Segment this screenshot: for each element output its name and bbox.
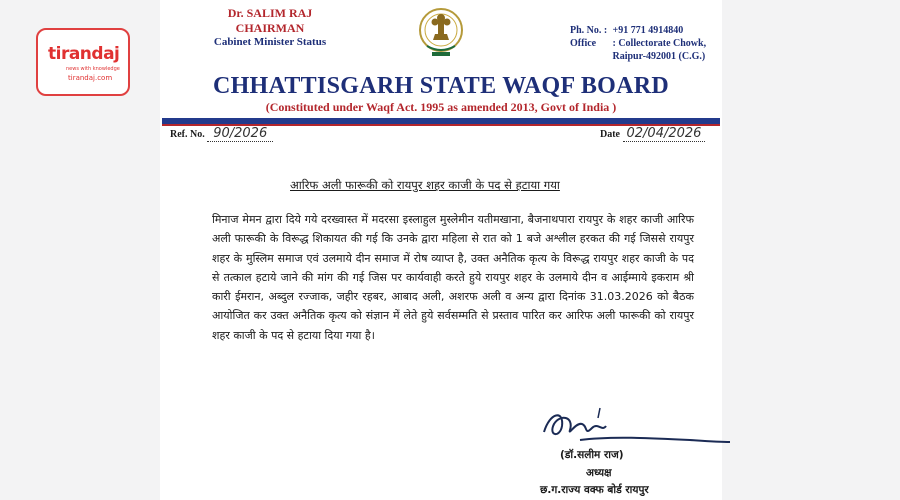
- sender-role: CHAIRMAN: [235, 21, 305, 35]
- sender-block: [190, 6, 350, 48]
- letter-date: [600, 126, 705, 141]
- phone-label: Ph. No. :: [570, 25, 608, 36]
- right-margin-background: [722, 0, 900, 500]
- office-address-line2: Raipur-492001 (C.G.): [612, 51, 706, 62]
- reference-number: [170, 126, 273, 141]
- ref-label: Ref. No.: [170, 129, 205, 140]
- office-label: Office: [570, 38, 597, 49]
- ref-value: 90/2026: [207, 126, 273, 142]
- sender-status: Cabinet Minister Status: [213, 36, 327, 48]
- letter-document: [160, 0, 722, 500]
- signatory-organization: छ.ग.राज्य वक्फ बोर्ड रायपुर: [540, 484, 649, 496]
- state-emblem-icon: [419, 6, 463, 64]
- sender-name: Dr. SALIM RAJ: [227, 6, 313, 20]
- watermark-site: tirandaj.com: [68, 74, 113, 82]
- site-watermark-logo: [36, 28, 130, 96]
- signatory-name: (डॉ.सलीम राज): [560, 449, 624, 461]
- date-label: Date: [600, 129, 620, 140]
- board-subtitle: (Constituted under Waqf Act. 1995 as amended 2013, Govt of India ): [265, 100, 617, 114]
- watermark-brand: tirandaj: [48, 44, 120, 64]
- contact-block: [570, 24, 706, 63]
- phone-number: +91 771 4914840: [612, 25, 684, 36]
- office-address-line1: : Collectorate Chowk,: [612, 38, 707, 49]
- watermark-tagline: news with knowledge: [66, 66, 120, 72]
- date-value: 02/04/2026: [623, 126, 706, 142]
- letter-body: मिनाज मेमन द्वारा दिये गये दरख्वास्त में मदरसा इस्लाहुल मुस्लेमीन यतीमखाना, बैजनाथपारा रायपुर के शहर काजी आरिफ अली फारूकी के विरूद्ध शिकायत की गई कि उनके द्वारा महिला से रात को 1 बजे अश्लील हरकत की गई जिससे रायपुर शहर के मुस्लिम समाज एवं उलमाये दीन समाज में रोष व्याप्त है, उक्त अनैतिक कृत्य के विरूद्ध रायपुर शहर काजी के पद से तत्काल हटाये जाने की मांग की गई जिस पर कार्यवाही करते हुये रायपुर शहर के उलमाये दीन व आईम्माये इकराम श्री कारी ईमरान, अब्दुल रज्जाक, जहीर रहबर, आबाद अली, अशरफ अली व अन्य द्वारा दिनांक 31.03.2026 को बैठक आयोजित कर उक्त अनैतिक कृत्य को संज्ञान में लेते हुये सर्वसम्मति से प्रस्ताव पारित कर आरिफ अली फारूकी को रायपुर शहर काजी के पद से हटाया दिया गया है।: [212, 213, 694, 342]
- letterhead-divider: [162, 118, 720, 126]
- signatory-title: अध्यक्ष: [586, 467, 612, 479]
- letter-subject: आरिफ अली फारूकी को रायपुर शहर काजी के पद से हटाया गया: [290, 178, 560, 192]
- handwritten-signature: [540, 402, 740, 450]
- board-title: CHHATTISGARH STATE WAQF BOARD: [212, 73, 670, 99]
